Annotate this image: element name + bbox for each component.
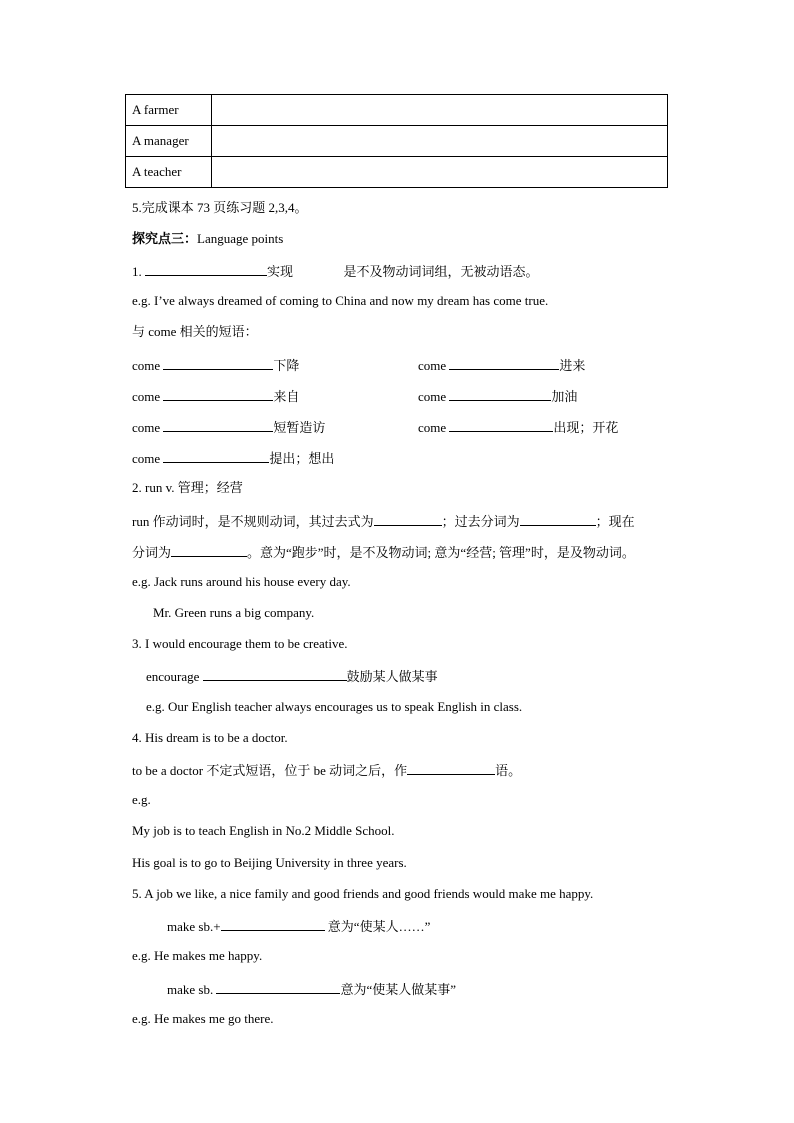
point4-eg: e.g. <box>132 792 151 807</box>
section3-title-en: Language points <box>197 231 284 246</box>
answer-blank[interactable] <box>163 418 273 432</box>
phrase-word: make sb. <box>167 982 214 997</box>
answer-blank[interactable] <box>216 980 340 994</box>
answer-blank[interactable] <box>407 761 495 775</box>
answer-blank[interactable] <box>374 512 442 526</box>
point2-title: 2. run v. 管理；经营 <box>132 480 243 495</box>
section3-heading <box>132 231 283 247</box>
phrase-meaning: 加油 <box>551 389 578 404</box>
point3-example: e.g. Our English teacher always encourages us to speak English in class. <box>146 699 523 714</box>
point4-text: 语。 <box>495 763 522 778</box>
answer-blank[interactable] <box>163 387 273 401</box>
phrase-word: come <box>418 358 447 373</box>
task5-instruction: 5.完成课本 73 页练习题 2,3,4。 <box>132 200 308 215</box>
come-phrase-item <box>418 418 618 436</box>
come-phrase-item <box>418 356 585 374</box>
phrase-meaning: 出现；开花 <box>553 420 619 435</box>
answer-blank[interactable] <box>145 262 267 276</box>
jobs-table <box>125 94 668 188</box>
phrase-meaning: 意为“使某人做某事” <box>340 982 457 997</box>
come-phrase-item <box>132 356 299 374</box>
point4-title: 4. His dream is to be a doctor. <box>132 730 288 745</box>
come-phrase-item <box>132 418 325 436</box>
phrase-word: come <box>132 451 161 466</box>
answer-blank[interactable] <box>449 418 553 432</box>
point3-phrase <box>146 667 438 685</box>
point2-line1 <box>132 512 635 530</box>
point4-note <box>132 761 521 779</box>
section3-title-cn: 探究点三： <box>132 231 198 246</box>
phrase-word: come <box>132 420 161 435</box>
table-row-label: A teacher <box>126 157 212 188</box>
point5-phrase <box>167 980 456 998</box>
point1-number: 1. <box>132 264 142 279</box>
answer-blank[interactable] <box>520 512 596 526</box>
point4-example: My job is to teach English in No.2 Middle School. <box>132 823 395 838</box>
point5-example: e.g. He makes me go there. <box>132 1011 274 1026</box>
point2-text: 。意为“跑步”时，是不及物动词; 意为“经营; 管理”时，是及物动词。 <box>247 545 635 560</box>
phrase-word: come <box>418 389 447 404</box>
phrase-meaning: 提出；想出 <box>269 451 335 466</box>
answer-blank[interactable] <box>171 543 247 557</box>
come-phrase-item <box>418 387 577 405</box>
answer-blank[interactable] <box>163 449 269 463</box>
answer-blank[interactable] <box>203 667 347 681</box>
point2-text: ；过去分词为 <box>441 514 520 529</box>
point2-text: run 作动词时，是不规则动词，其过去式为 <box>132 514 374 529</box>
phrase-meaning: 下降 <box>273 358 300 373</box>
point4-text: to be a doctor 不定式短语，位于 be 动词之后，作 <box>132 763 408 778</box>
phrase-meaning: 短暂造访 <box>273 420 326 435</box>
phrase-meaning: 进来 <box>559 358 586 373</box>
answer-blank[interactable] <box>163 356 273 370</box>
table-row <box>126 126 668 157</box>
phrase-meaning: 来自 <box>273 389 300 404</box>
answer-blank[interactable] <box>449 356 559 370</box>
table-row-answer-cell[interactable] <box>212 126 668 157</box>
point2-text: ；现在 <box>595 514 635 529</box>
point2-example: Mr. Green runs a big company. <box>153 605 315 620</box>
answer-blank[interactable] <box>221 917 325 931</box>
table-row-label: A manager <box>126 126 212 157</box>
phrase-word: come <box>132 389 161 404</box>
point1-example: e.g. I’ve always dreamed of coming to China and now my dream has come true. <box>132 293 549 308</box>
point3-title: 3. I would encourage them to be creative. <box>132 636 348 651</box>
answer-blank[interactable] <box>449 387 551 401</box>
phrase-meaning: 意为“使某人……” <box>327 919 431 934</box>
point2-line2 <box>132 543 635 561</box>
point5-example: e.g. He makes me happy. <box>132 948 263 963</box>
point5-title: 5. A job we like, a nice family and good friends and good friends would make me happy. <box>132 886 594 901</box>
phrase-word: come <box>132 358 161 373</box>
point2-example: e.g. Jack runs around his house every day. <box>132 574 351 589</box>
come-phrase-item <box>132 387 299 405</box>
phrase-meaning: 鼓励某人做某事 <box>346 669 438 684</box>
phrase-word: come <box>418 420 447 435</box>
come-phrases-heading: 与 come 相关的短语： <box>132 324 258 339</box>
table-row-answer-cell[interactable] <box>212 157 668 188</box>
table-row <box>126 157 668 188</box>
table-row <box>126 95 668 126</box>
point1-line <box>132 262 539 280</box>
point2-text: 分词为 <box>132 545 172 560</box>
phrase-word: encourage <box>146 669 200 684</box>
point1-note: 是不及物动词词组，无被动语态。 <box>343 264 539 279</box>
point1-meaning: 实现 <box>267 264 294 279</box>
point4-example: His goal is to go to Beijing University in three years. <box>132 855 407 870</box>
point5-phrase <box>167 917 430 935</box>
table-row-answer-cell[interactable] <box>212 95 668 126</box>
table-row-label: A farmer <box>126 95 212 126</box>
come-phrase-item <box>132 449 334 467</box>
phrase-word: make sb.+ <box>167 919 221 934</box>
